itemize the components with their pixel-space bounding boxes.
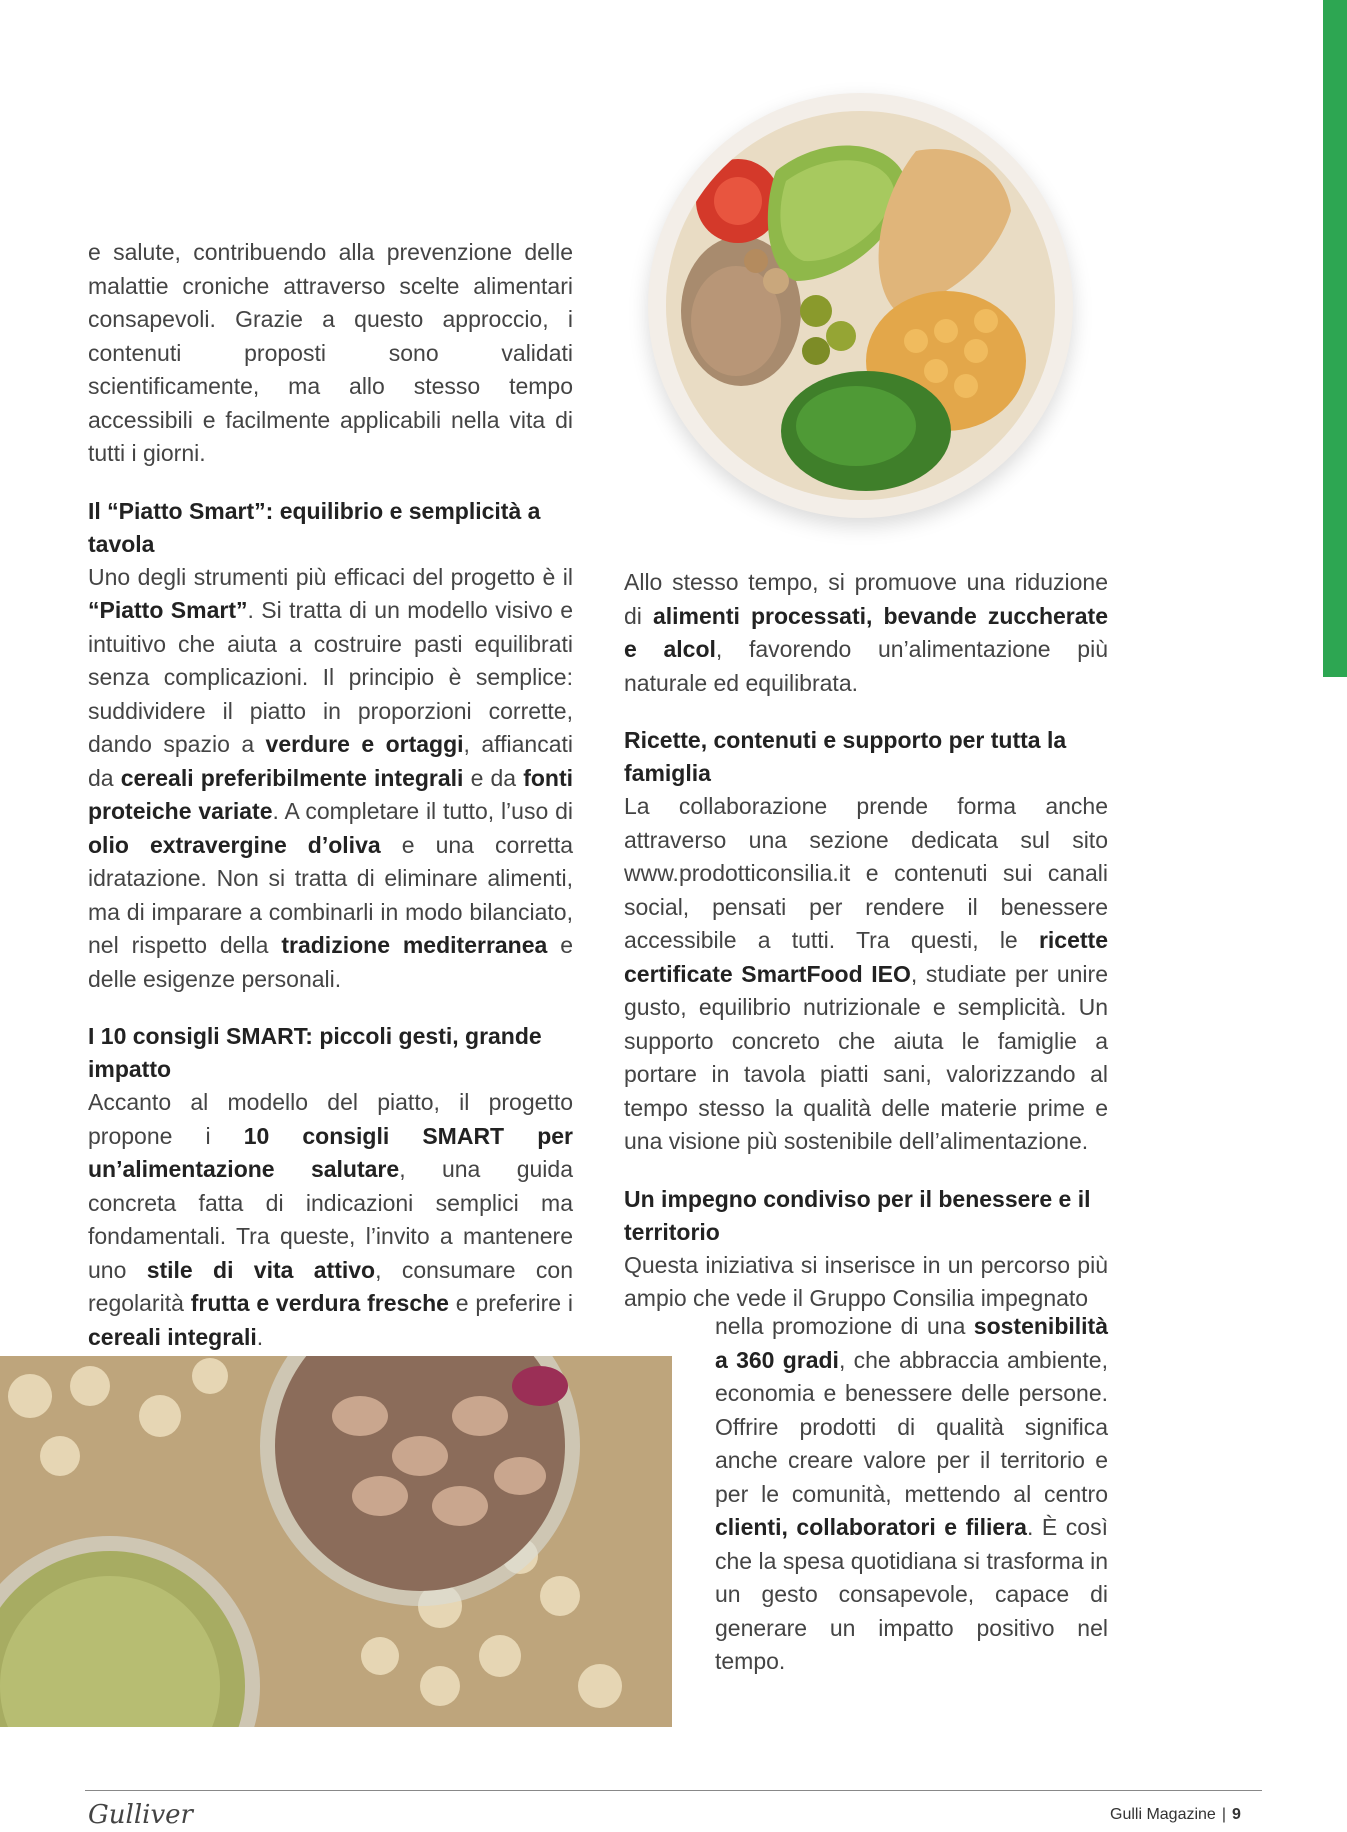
paragraph-impegno-intro: Questa iniziativa si inserisce in un percorso più ampio che vede il Gruppo Consilia impegnato [624, 1251, 1108, 1311]
heading-impegno: Un impegno condiviso per il benessere e il territorio [624, 1185, 1091, 1245]
heading-piatto-smart: Il “Piatto Smart”: equilibrio e semplicità a tavola [88, 497, 541, 557]
legumes-jars-image [0, 1356, 672, 1727]
right-column [624, 566, 1108, 1316]
footer-divider [85, 1790, 1262, 1791]
page-number: 9 [1231, 1806, 1241, 1823]
heading-consigli-smart: I 10 consigli SMART: piccoli gesti, grande impatto [88, 1023, 542, 1082]
gulliver-logo: Gulliver [88, 1800, 193, 1830]
paragraph-riduzione: Allo stesso tempo, si promuove una riduzione di alimenti processati, bevande zuccherate e alcol, favorendo un’alimentazione più naturale ed equilibrata. [624, 569, 1108, 696]
food-bowl-image [648, 93, 1073, 518]
paragraph-ricette: La collaborazione prende forma anche attraverso una sezione dedicata sul sito www.prodotticonsilia.it e contenuti sui canali social, pensati per rendere il benessere accessibile a tutti. Tra questi, le ricette certificate SmartFood IEO, studiate per unire gusto, equilibrio nutrizionale e semplicità. Un supporto concreto che aiuta le famiglie a portare in tavola piatti sani, valorizzando al tempo stesso la qualità delle materie prime e una visione più sostenibile dell’alimentazione. [624, 793, 1108, 1154]
right-column-continued [715, 1310, 1108, 1679]
left-column [88, 236, 573, 1354]
green-accent-bar [1323, 0, 1347, 677]
paragraph-piatto-smart: Uno degli strumenti più efficaci del progetto è il “Piatto Smart”. Si tratta di un modello visivo e intuitivo che aiuta a costruire pasti equilibrati senza complicazioni. Il principio è semplice: suddividere il piatto in proporzioni corrette, dando spazio a verdure e ortaggi, affiancati da cereali preferibilmente integrali e da fonti proteiche variate. A completare il tutto, l’uso di olio extravergine d’oliva e una corretta idratazione. Non si tratta di eliminare alimenti, ma di imparare a combinarli in modo bilanciato, nel rispetto della tradizione mediterranea e delle esigenze personali. [88, 563, 574, 992]
footer-separator: | [1221, 1806, 1226, 1823]
heading-ricette: Ricette, contenuti e supporto per tutta la famiglia [624, 727, 1067, 786]
paragraph-consigli-smart: Accanto al modello del piatto, il progetto propone i 10 consigli SMART per un’alimentazione salutare, una guida concreta fatta di indicazioni semplici ma fondamentali. Tra queste, l’invito a mantenere uno stile di vita attivo, consumare con regolarità frutta e verdura fresche e preferire i cereali integrali. [88, 1089, 574, 1350]
paragraph-impegno: nella promozione di una sostenibilità a 360 gradi, che abbraccia ambiente, economia e benessere delle persone. Offrire prodotti di qualità significa anche creare valore per il territorio e per le comunità, mettendo al centro clienti, collaboratori e filiera. È così che la spesa quotidiana si trasforma in un gesto consapevole, capace di generare un impatto positivo nel tempo. [715, 1313, 1108, 1674]
magazine-name: Gulli Magazine [1110, 1806, 1216, 1823]
footer-page-info [1110, 1806, 1241, 1824]
intro-paragraph: e salute, contribuendo alla prevenzione delle malattie croniche attraverso scelte alimentari consapevoli. Grazie a questo approccio, i contenuti proposti sono validati scientificamente, ma allo stesso tempo accessibili e facilmente applicabili nella vita di tutti i giorni. [88, 239, 573, 466]
